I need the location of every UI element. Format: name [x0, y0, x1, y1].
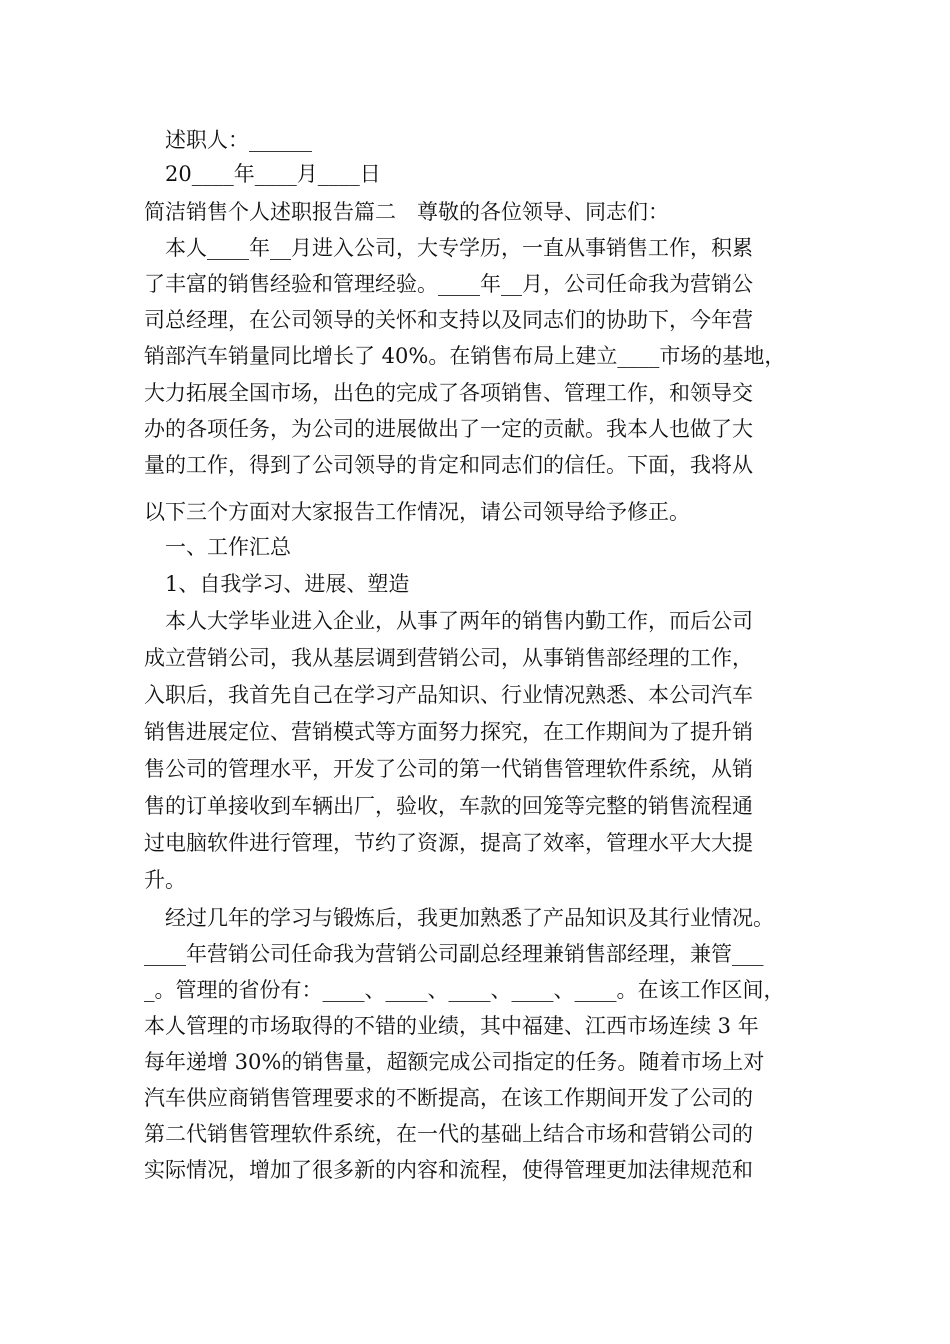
body-line: 售的订单接收到车辆出厂，验收，车款的回笼等完整的销售流程通 — [144, 794, 753, 818]
body-line: 本人大学毕业进入企业，从事了两年的销售内勤工作，而后公司 — [165, 609, 753, 633]
body-line: 过电脑软件进行管理，节约了资源，提高了效率，管理水平大大提 — [144, 831, 753, 855]
body-line: 实际情况，增加了很多新的内容和流程，使得管理更加法律规范和 — [144, 1158, 753, 1182]
body-line: 销售进展定位、营销模式等方面努力探究，在工作期间为了提升销 — [144, 720, 753, 744]
body-line: 每年递增 30%的销售量，超额完成公司指定的任务。随着市场上对 — [144, 1050, 765, 1074]
body-line: 入职后，我首先自己在学习产品知识、行业情况熟悉、本公司汽车 — [144, 683, 753, 707]
body-line: 司总经理，在公司领导的关怀和支持以及同志们的协助下，今年营 — [144, 308, 753, 332]
body-line: ____年营销公司任命我为营销公司副总经理兼销售部经理，兼管___ — [144, 942, 764, 966]
body-line: 大力拓展全国市场，出色的完成了各项销售、管理工作，和领导交 — [144, 381, 753, 405]
body-line: 了丰富的销售经验和管理经验。____年__月，公司任命我为营销公 — [144, 272, 753, 296]
body-line: 成立营销公司，我从基层调到营销公司，从事销售部经理的工作， — [144, 646, 753, 670]
body-line: 售公司的管理水平，开发了公司的第一代销售管理软件系统，从销 — [144, 757, 753, 781]
body-line: 办的各项任务，为公司的进展做出了一定的贡献。我本人也做了大 — [144, 417, 753, 441]
body-line: 销部汽车销量同比增长了 40%。在销售布局上建立____市场的基地， — [144, 344, 786, 368]
body-line: 量的工作，得到了公司领导的肯定和同志们的信任。下面，我将从 — [144, 453, 753, 477]
body-line: _。管理的省份有：____、____、____、____、____。在该工作区间， — [144, 978, 785, 1002]
body-line: 升。 — [144, 868, 186, 892]
body-line: 第二代销售管理软件系统，在一代的基础上结合市场和营销公司的 — [144, 1122, 753, 1146]
signature-line: 述职人：______ — [165, 128, 312, 152]
body-line: 本人____年__月进入公司，大专学历，一直从事销售工作，积累 — [165, 236, 753, 260]
report-heading: 简洁销售个人述职报告篇二 尊敬的各位领导、同志们： — [144, 200, 669, 224]
body-line: 经过几年的学习与锻炼后，我更加熟悉了产品知识及其行业情况。 — [165, 906, 774, 930]
subsection-heading: 1、自我学习、进展、塑造 — [165, 572, 410, 596]
section-heading: 一、工作汇总 — [165, 535, 291, 559]
date-line: 20____年____月____日 — [165, 162, 381, 186]
body-line: 汽车供应商销售管理要求的不断提高，在该工作期间开发了公司的 — [144, 1086, 753, 1110]
body-line: 以下三个方面对大家报告工作情况，请公司领导给予修正。 — [144, 500, 690, 524]
body-line: 本人管理的市场取得的不错的业绩，其中福建、江西市场连续 3 年 — [144, 1014, 759, 1038]
